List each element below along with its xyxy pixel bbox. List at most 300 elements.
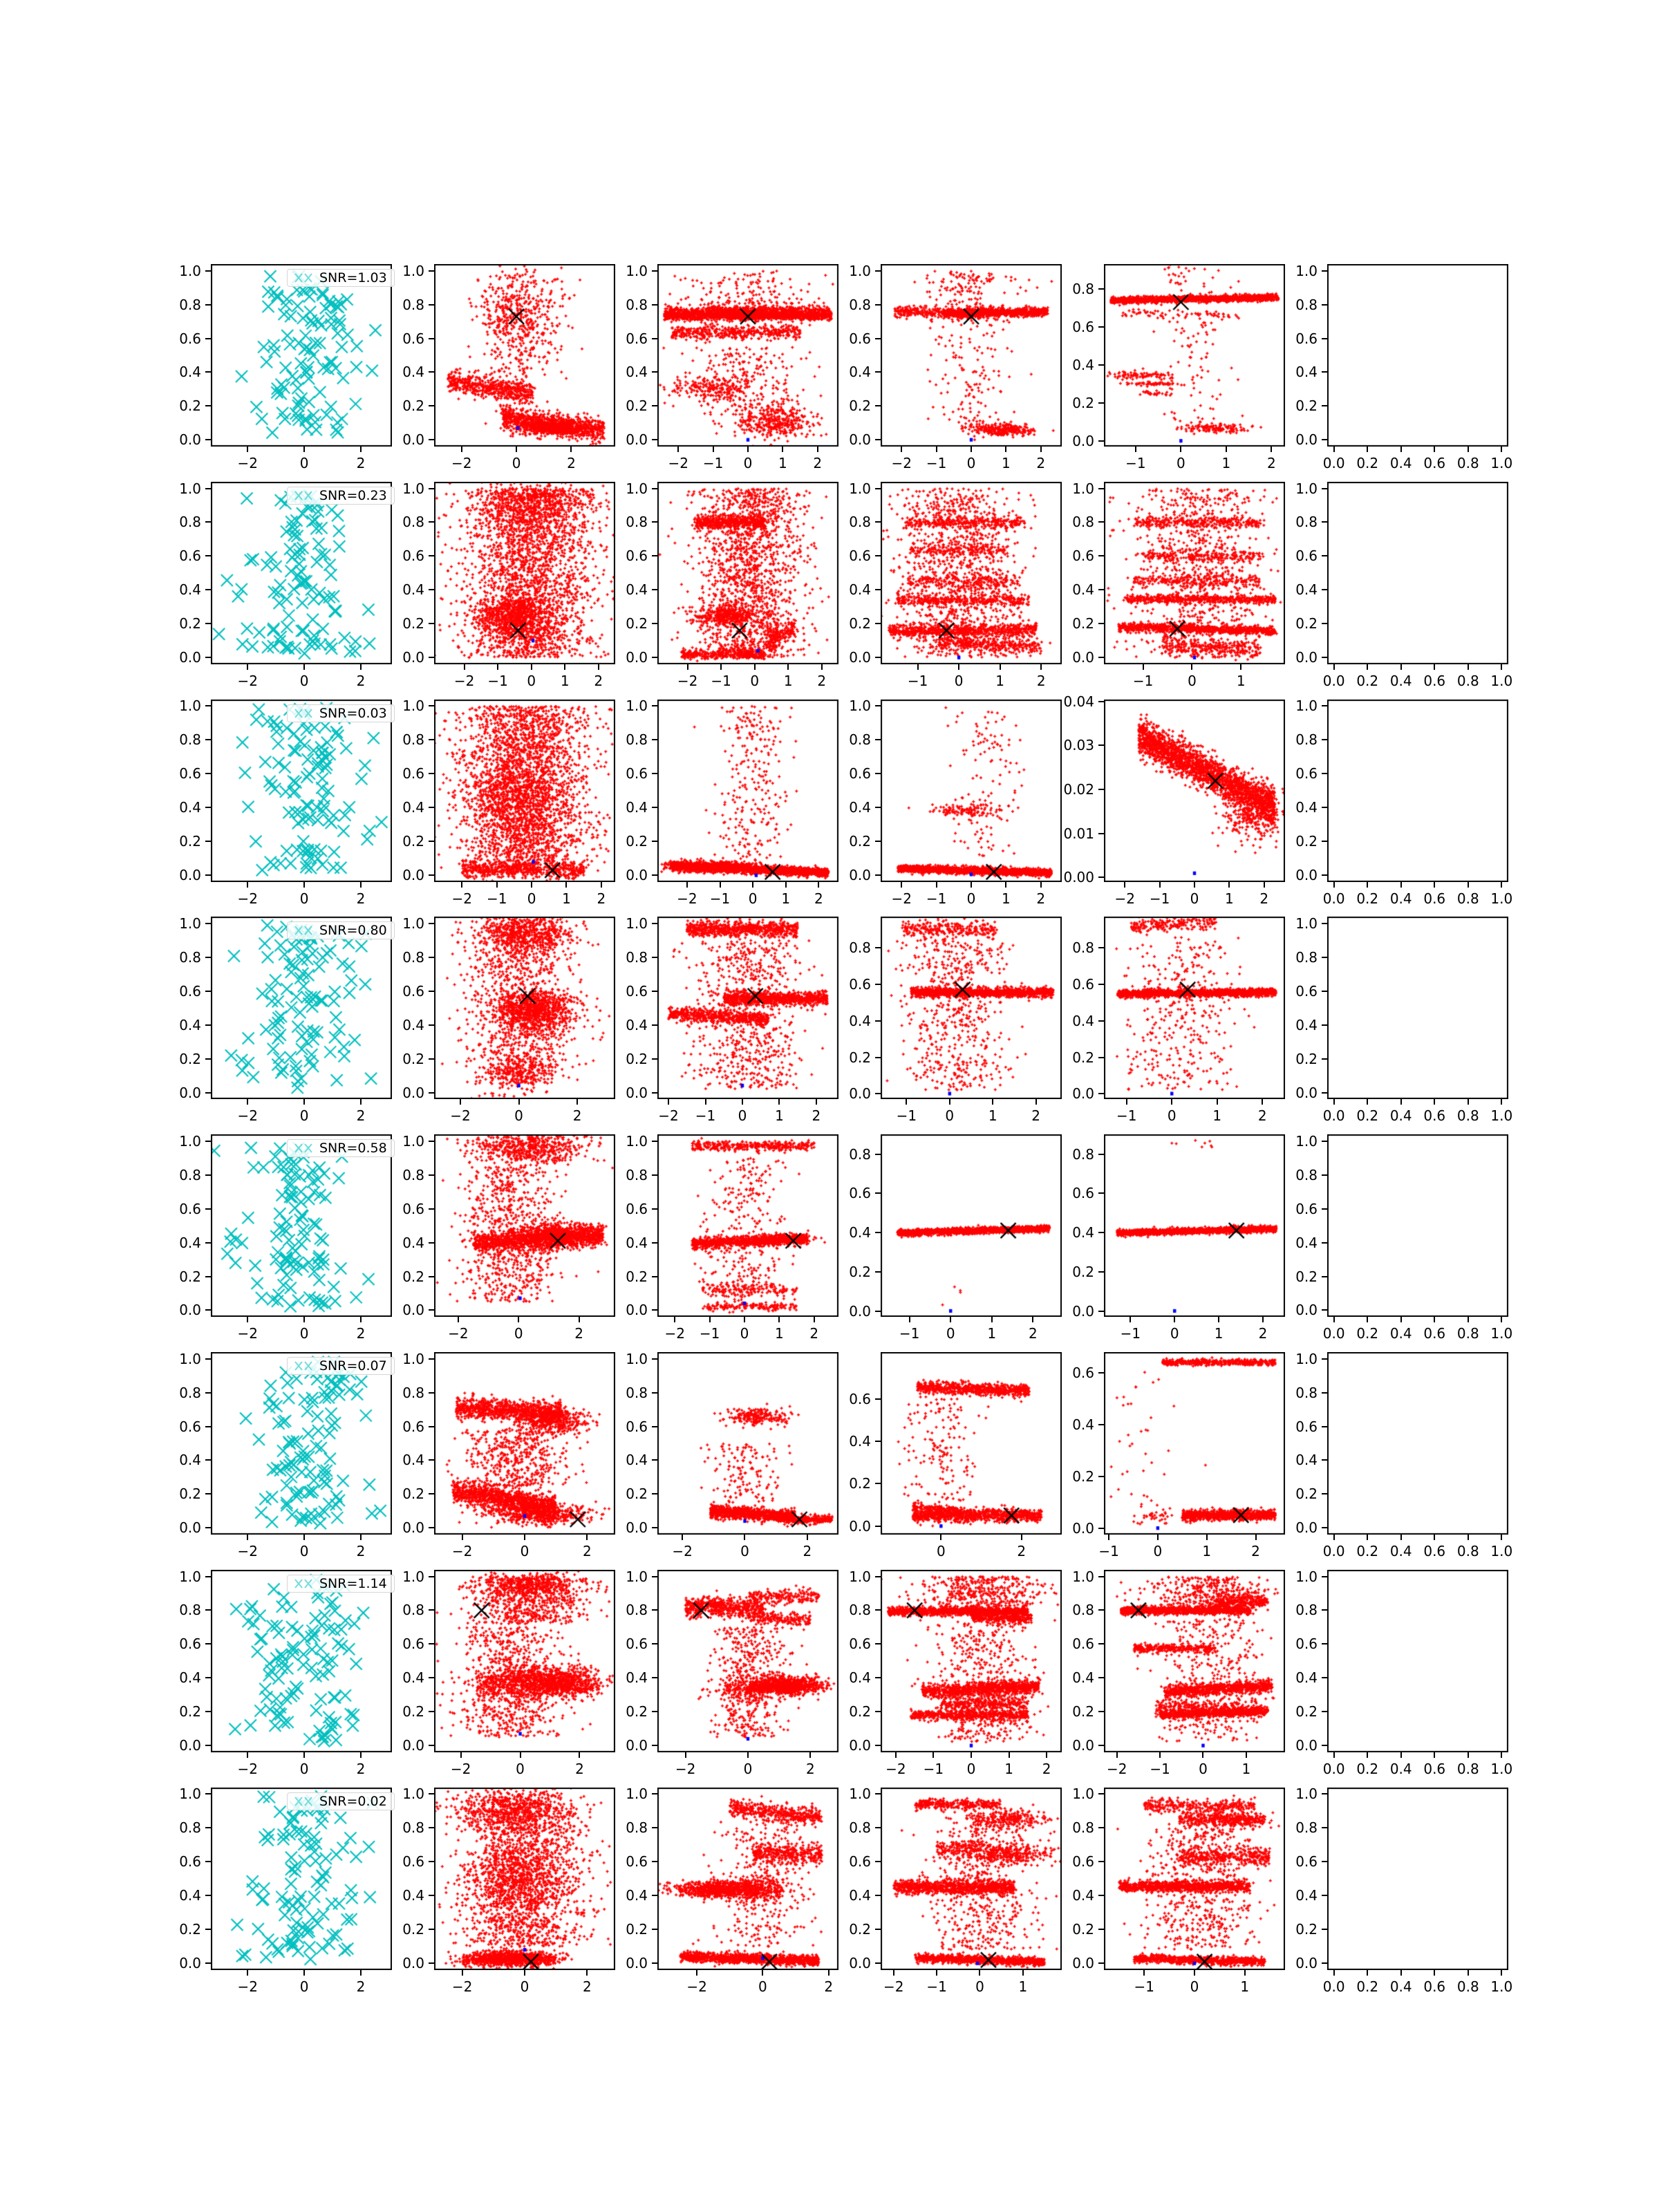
y-tick xyxy=(429,1861,434,1862)
x-tick xyxy=(901,882,902,888)
y-tick xyxy=(205,1392,211,1394)
y-tick xyxy=(429,304,434,306)
x-tick xyxy=(787,664,789,670)
y-tick xyxy=(1098,589,1104,590)
x-tick xyxy=(1000,664,1001,670)
x-tick-label: 2 xyxy=(1036,890,1046,907)
x-tick xyxy=(1333,1099,1335,1105)
y-tick xyxy=(1098,488,1104,489)
x-tick xyxy=(1434,1317,1435,1322)
y-tick-label: 0.4 xyxy=(626,1669,648,1687)
x-tick xyxy=(1400,1317,1402,1322)
y-tick xyxy=(429,1493,434,1494)
y-tick xyxy=(875,1057,881,1058)
subplot-r8c5 xyxy=(1104,1788,1285,1970)
y-tick-label: 0.2 xyxy=(849,832,871,850)
y-tick xyxy=(1322,1793,1327,1794)
x-tick xyxy=(516,447,517,452)
x-tick xyxy=(1434,1535,1435,1540)
x-tick xyxy=(1367,447,1368,452)
y-tick-label: 1.0 xyxy=(402,1350,424,1367)
subplot-r7c1 xyxy=(211,1570,392,1752)
x-tick-label: 0.6 xyxy=(1423,890,1446,907)
subplot-r8c6 xyxy=(1327,1788,1508,1970)
x-tick xyxy=(1333,664,1335,670)
y-tick-label: 0.2 xyxy=(626,1920,648,1938)
y-tick xyxy=(875,371,881,373)
y-tick xyxy=(1098,789,1104,790)
y-tick xyxy=(1098,833,1104,834)
y-tick xyxy=(429,1962,434,1964)
y-tick-label: 1.0 xyxy=(849,1785,871,1803)
y-tick-label: 1.0 xyxy=(849,480,871,497)
x-tick-label: 0 xyxy=(299,1325,309,1342)
y-tick xyxy=(875,1398,881,1400)
x-tick xyxy=(1400,882,1402,888)
x-tick-label: 2 xyxy=(575,1760,584,1777)
y-tick-label: 0.4 xyxy=(626,1234,648,1251)
x-tick-label: 0.4 xyxy=(1389,1107,1412,1125)
x-tick-label: 0.8 xyxy=(1456,1978,1479,1995)
y-tick-label: 0.2 xyxy=(402,1050,424,1067)
y-tick xyxy=(652,1827,657,1828)
y-tick-label: 0.8 xyxy=(179,949,201,966)
x-tick-label: 0 xyxy=(516,1760,525,1777)
y-tick xyxy=(1322,304,1327,306)
x-tick-label: 1 xyxy=(1202,1543,1212,1559)
y-tick xyxy=(1322,488,1327,489)
y-tick-label: 0.8 xyxy=(1295,1384,1318,1401)
subplot-r5c4 xyxy=(881,1134,1062,1317)
x-tick xyxy=(360,664,362,670)
x-tick-label: 2 xyxy=(1251,1543,1260,1559)
x-tick-label: 2 xyxy=(1257,1107,1267,1125)
y-tick xyxy=(1322,1024,1327,1026)
x-tick xyxy=(586,1535,588,1540)
y-tick-label: 1.0 xyxy=(1072,1785,1094,1803)
y-tick-label: 0.6 xyxy=(1295,1635,1318,1653)
x-tick-label: −2 xyxy=(237,890,258,907)
x-tick-label: 1 xyxy=(560,672,570,689)
y-tick-label: 0.2 xyxy=(179,832,201,850)
y-tick xyxy=(1098,521,1104,523)
y-tick-label: 0.0 xyxy=(402,431,424,449)
subplot-r5c6 xyxy=(1327,1134,1508,1317)
x-tick xyxy=(909,1317,910,1322)
y-tick-label: 0.0 xyxy=(1072,1085,1094,1103)
y-tick-label: 0.2 xyxy=(179,1268,201,1285)
x-tick xyxy=(744,1535,745,1540)
y-tick-label: 0.0 xyxy=(1072,1737,1094,1754)
y-tick-label: 1.0 xyxy=(1295,262,1318,279)
y-tick xyxy=(652,1024,657,1026)
x-tick xyxy=(247,1099,248,1105)
x-tick-label: 0 xyxy=(966,1760,976,1777)
y-tick xyxy=(1098,1895,1104,1896)
x-tick xyxy=(901,447,902,452)
y-tick-label: 1.0 xyxy=(626,480,648,497)
y-tick-label: 0.0 xyxy=(626,649,648,666)
y-tick xyxy=(205,1242,211,1244)
y-tick xyxy=(875,1609,881,1611)
x-tick xyxy=(565,882,567,888)
x-tick xyxy=(1157,1535,1159,1540)
y-tick xyxy=(205,773,211,774)
y-tick xyxy=(652,1276,657,1277)
y-tick xyxy=(205,1609,211,1611)
y-tick xyxy=(652,1962,657,1964)
subplot-r5c5 xyxy=(1104,1134,1285,1317)
x-tick-label: 0 xyxy=(299,672,309,689)
y-tick xyxy=(652,1677,657,1678)
x-tick xyxy=(464,664,465,670)
subplot-r4c4 xyxy=(881,917,1062,1099)
y-tick-label: 0.4 xyxy=(402,1234,424,1251)
x-tick-label: −2 xyxy=(658,1107,679,1125)
subplot-r3c6 xyxy=(1327,700,1508,882)
reference-x-marker-icon xyxy=(293,925,314,936)
y-tick-label: 0.4 xyxy=(179,1669,201,1687)
x-tick-label: 2 xyxy=(356,455,366,471)
y-tick-label: 0.2 xyxy=(1295,615,1318,632)
x-tick xyxy=(1501,664,1502,670)
x-tick xyxy=(303,447,305,452)
y-tick xyxy=(1322,439,1327,440)
y-tick xyxy=(205,1174,211,1176)
y-tick xyxy=(1322,1459,1327,1461)
x-tick xyxy=(524,1970,525,1976)
y-tick xyxy=(429,657,434,658)
x-tick xyxy=(747,447,749,452)
x-tick-label: 2 xyxy=(814,890,823,907)
x-tick-label: 2 xyxy=(356,1543,366,1559)
y-tick-label: 0.0 xyxy=(1295,1519,1318,1537)
x-tick xyxy=(1400,1970,1402,1976)
y-tick-label: 0.2 xyxy=(626,1050,648,1067)
y-tick xyxy=(1098,984,1104,985)
y-tick xyxy=(1322,841,1327,842)
y-tick xyxy=(652,773,657,774)
y-tick xyxy=(429,1677,434,1678)
legend-snr-label: SNR=0.80 xyxy=(319,923,387,939)
x-tick-label: 0.2 xyxy=(1356,672,1379,689)
x-tick-label: −1 xyxy=(1150,1760,1170,1777)
x-tick-label: 0 xyxy=(758,1978,767,1995)
y-tick-label: 0.0 xyxy=(179,1737,201,1754)
x-tick-label: 1 xyxy=(781,890,791,907)
y-tick xyxy=(205,623,211,624)
y-tick xyxy=(652,923,657,924)
x-tick-label: 2 xyxy=(574,1325,583,1342)
y-tick xyxy=(652,1861,657,1862)
x-tick-label: 2 xyxy=(813,455,823,471)
y-tick xyxy=(1322,270,1327,272)
y-tick-label: 1.0 xyxy=(179,480,201,497)
y-tick-label: 1.0 xyxy=(1295,1785,1318,1803)
y-tick-label: 0.8 xyxy=(849,1145,871,1163)
y-tick-label: 0.6 xyxy=(179,330,201,347)
x-tick xyxy=(577,1099,578,1105)
y-tick-label: 0.2 xyxy=(179,397,201,415)
y-tick xyxy=(875,947,881,948)
y-tick xyxy=(875,1745,881,1746)
y-tick xyxy=(1322,874,1327,876)
y-tick-label: 0.6 xyxy=(849,1390,871,1407)
y-tick-label: 0.8 xyxy=(1072,1819,1094,1837)
y-tick xyxy=(429,1024,434,1026)
y-tick-label: 0.0 xyxy=(1295,1737,1318,1754)
y-tick xyxy=(1098,1643,1104,1644)
y-tick-label: 0.6 xyxy=(849,765,871,782)
y-tick xyxy=(429,371,434,373)
x-tick xyxy=(1116,1752,1118,1758)
y-tick-label: 1.0 xyxy=(402,1785,424,1803)
legend-snr-label: SNR=0.02 xyxy=(319,1793,387,1809)
x-tick xyxy=(668,1099,669,1105)
x-tick-label: 0.4 xyxy=(1389,890,1412,907)
reference-x-marker-icon xyxy=(293,1360,314,1371)
y-tick-label: 0.0 xyxy=(402,1737,424,1754)
x-tick xyxy=(1468,1099,1469,1105)
x-tick-label: 0.6 xyxy=(1423,1978,1446,1995)
y-tick-label: 0.8 xyxy=(1072,514,1094,531)
y-tick-label: 0.0 xyxy=(1072,1954,1094,1971)
y-tick-label: 1.0 xyxy=(402,1568,424,1585)
x-tick-label: 2 xyxy=(809,1325,819,1342)
x-tick xyxy=(1367,1317,1368,1322)
y-tick xyxy=(1322,923,1327,924)
y-tick xyxy=(1322,1677,1327,1678)
y-tick xyxy=(1322,1527,1327,1528)
subplot-r2c3 xyxy=(657,482,838,664)
y-tick xyxy=(875,1643,881,1644)
y-tick xyxy=(875,841,881,842)
y-tick-label: 0.2 xyxy=(402,397,424,415)
y-tick xyxy=(1098,1476,1104,1477)
x-tick-label: −2 xyxy=(451,1543,473,1559)
y-tick-label: 0.0 xyxy=(1295,1954,1318,1971)
x-tick-label: 2 xyxy=(567,455,576,471)
y-tick-label: 1.0 xyxy=(179,1132,201,1150)
reference-x-marker-icon xyxy=(293,272,314,283)
x-tick xyxy=(1434,882,1435,888)
x-tick-label: 2 xyxy=(1042,1760,1051,1777)
y-tick-label: 1.0 xyxy=(626,1350,648,1367)
x-tick xyxy=(917,664,919,670)
y-tick xyxy=(205,657,211,658)
y-tick-label: 0.6 xyxy=(1295,1853,1318,1871)
x-tick-label: 1 xyxy=(1004,1760,1013,1777)
x-tick xyxy=(1434,1752,1435,1758)
x-tick-label: 0.2 xyxy=(1356,455,1379,471)
y-tick-label: 0.2 xyxy=(1295,832,1318,850)
y-tick-label: 0.6 xyxy=(626,1418,648,1435)
x-tick xyxy=(971,882,972,888)
x-tick xyxy=(814,1317,815,1322)
x-tick-label: 0.4 xyxy=(1389,672,1412,689)
y-tick xyxy=(205,705,211,706)
x-tick-label: −1 xyxy=(1116,1107,1137,1125)
x-tick xyxy=(496,882,498,888)
x-tick xyxy=(1434,664,1435,670)
x-tick xyxy=(1501,447,1502,452)
y-tick-label: 0.6 xyxy=(179,547,201,565)
y-tick-label: 0.4 xyxy=(402,1887,424,1904)
y-tick xyxy=(652,1459,657,1461)
y-tick xyxy=(205,1493,211,1494)
y-tick-label: 0.6 xyxy=(402,1635,424,1653)
y-tick xyxy=(875,1895,881,1896)
x-tick xyxy=(1333,1970,1335,1976)
y-tick-label: 1.0 xyxy=(1295,1568,1318,1585)
x-tick-label: 1 xyxy=(1214,1325,1224,1342)
y-tick-label: 0.6 xyxy=(402,1200,424,1217)
x-tick-label: 0.0 xyxy=(1322,672,1345,689)
y-tick-label: 0.2 xyxy=(402,832,424,850)
y-tick-label: 0.4 xyxy=(626,581,648,599)
y-tick xyxy=(1098,1745,1104,1746)
reference-x-marker-icon xyxy=(293,1796,314,1807)
y-tick xyxy=(1098,1154,1104,1155)
subplot-r7c5 xyxy=(1104,1570,1285,1752)
y-tick xyxy=(652,705,657,706)
x-tick-label: −1 xyxy=(1120,1325,1141,1342)
y-tick-label: 0.0 xyxy=(1072,432,1094,449)
x-tick xyxy=(936,447,937,452)
x-tick xyxy=(720,882,721,888)
x-tick xyxy=(1468,1752,1469,1758)
y-tick xyxy=(1098,1192,1104,1194)
y-tick-label: 0.4 xyxy=(849,1669,871,1687)
y-tick-label: 0.6 xyxy=(179,765,201,782)
reference-x-marker-icon xyxy=(293,708,314,719)
x-tick-label: 0 xyxy=(520,1543,529,1559)
y-tick xyxy=(875,984,881,985)
x-tick-label: −2 xyxy=(237,1978,258,1995)
y-tick xyxy=(1322,1141,1327,1142)
y-tick-label: 0.6 xyxy=(1072,976,1094,993)
y-tick-label: 0.6 xyxy=(1295,1418,1318,1435)
x-tick xyxy=(303,1535,305,1540)
y-tick xyxy=(429,338,434,339)
x-tick-label: −1 xyxy=(896,1107,917,1125)
y-tick-label: 1.0 xyxy=(626,1568,648,1585)
x-tick-label: 0 xyxy=(1190,890,1199,907)
y-tick-label: 0.4 xyxy=(1295,1669,1318,1687)
y-tick-label: 0.2 xyxy=(1295,397,1318,415)
y-tick xyxy=(1322,957,1327,958)
x-tick-label: 0 xyxy=(1176,455,1185,471)
y-tick-label: 0.8 xyxy=(179,296,201,313)
x-tick-label: 0 xyxy=(740,1543,749,1559)
y-tick-label: 0.8 xyxy=(1295,1166,1318,1183)
y-tick xyxy=(429,1459,434,1461)
x-tick-label: 0.8 xyxy=(1456,1543,1479,1559)
y-tick-label: 0.8 xyxy=(626,514,648,531)
x-tick xyxy=(1108,1535,1109,1540)
y-tick-label: 0.6 xyxy=(626,1853,648,1871)
x-tick xyxy=(570,447,572,452)
x-tick-label: 1 xyxy=(1241,1760,1251,1777)
y-tick-label: 0.4 xyxy=(179,1452,201,1469)
x-tick-label: 1 xyxy=(1221,455,1231,471)
x-tick xyxy=(462,1535,463,1540)
y-tick-label: 1.0 xyxy=(1072,480,1094,497)
subplot-r8c2 xyxy=(434,1788,615,1970)
x-tick xyxy=(458,1317,459,1322)
y-tick-label: 0.4 xyxy=(179,1887,201,1904)
x-tick xyxy=(971,447,972,452)
subplot-r8c1 xyxy=(211,1788,392,1970)
y-tick xyxy=(652,1392,657,1394)
x-tick xyxy=(247,1970,248,1976)
x-tick-label: 0.4 xyxy=(1389,1543,1412,1559)
y-tick xyxy=(875,439,881,440)
x-tick-label: −2 xyxy=(686,1978,707,1995)
x-tick-label: 2 xyxy=(1258,1325,1268,1342)
x-tick xyxy=(303,664,305,670)
y-tick xyxy=(429,589,434,590)
y-tick xyxy=(429,1527,434,1528)
x-tick-label: −2 xyxy=(451,455,472,471)
x-tick xyxy=(949,1099,950,1105)
x-tick xyxy=(1400,1535,1402,1540)
y-tick xyxy=(429,1576,434,1577)
y-tick-label: 0.8 xyxy=(402,514,424,531)
x-tick-label: 2 xyxy=(1036,672,1046,689)
legend-snr-label: SNR=0.58 xyxy=(319,1141,387,1156)
y-tick-label: 0.4 xyxy=(1072,1416,1094,1433)
y-tick xyxy=(205,1092,211,1094)
x-tick-label: −1 xyxy=(1134,1978,1154,1995)
subplot-r4c3 xyxy=(657,917,838,1099)
y-tick-label: 0.6 xyxy=(1295,547,1318,565)
subplot-r1c1 xyxy=(211,264,392,447)
y-tick xyxy=(875,1962,881,1964)
y-tick-label: 0.6 xyxy=(1072,1635,1094,1653)
y-tick-label: 0.6 xyxy=(179,1853,201,1871)
y-tick-label: 0.6 xyxy=(626,547,648,565)
x-tick-label: 0 xyxy=(1199,1760,1208,1777)
y-tick-label: 0.6 xyxy=(849,547,871,565)
x-tick-label: 2 xyxy=(356,890,366,907)
x-tick-label: 0.6 xyxy=(1423,1543,1446,1559)
reference-x-marker-icon xyxy=(293,1143,314,1154)
y-tick xyxy=(875,589,881,590)
y-tick xyxy=(429,555,434,556)
y-tick xyxy=(205,1527,211,1528)
x-tick-label: 1 xyxy=(1002,890,1011,907)
y-tick-label: 0.4 xyxy=(626,364,648,381)
y-tick xyxy=(205,1895,211,1896)
y-tick-label: 0.0 xyxy=(179,1954,201,1971)
y-tick-label: 0.2 xyxy=(402,615,424,632)
y-tick xyxy=(875,405,881,406)
y-tick-label: 0.0 xyxy=(179,1302,201,1319)
x-tick-label: −2 xyxy=(237,1107,258,1125)
y-tick xyxy=(875,1861,881,1862)
y-tick-label: 0.8 xyxy=(1072,939,1094,957)
y-tick xyxy=(652,739,657,740)
x-tick-label: 2 xyxy=(1028,1325,1038,1342)
x-tick-label: 1 xyxy=(988,1107,997,1125)
y-tick-label: 0.0 xyxy=(849,1517,871,1535)
x-tick xyxy=(360,1970,362,1976)
x-tick-label: −1 xyxy=(695,1107,716,1125)
y-tick-label: 0.6 xyxy=(179,982,201,1000)
y-tick-label: 1.0 xyxy=(402,1132,424,1150)
y-tick-label: 0.6 xyxy=(402,330,424,347)
